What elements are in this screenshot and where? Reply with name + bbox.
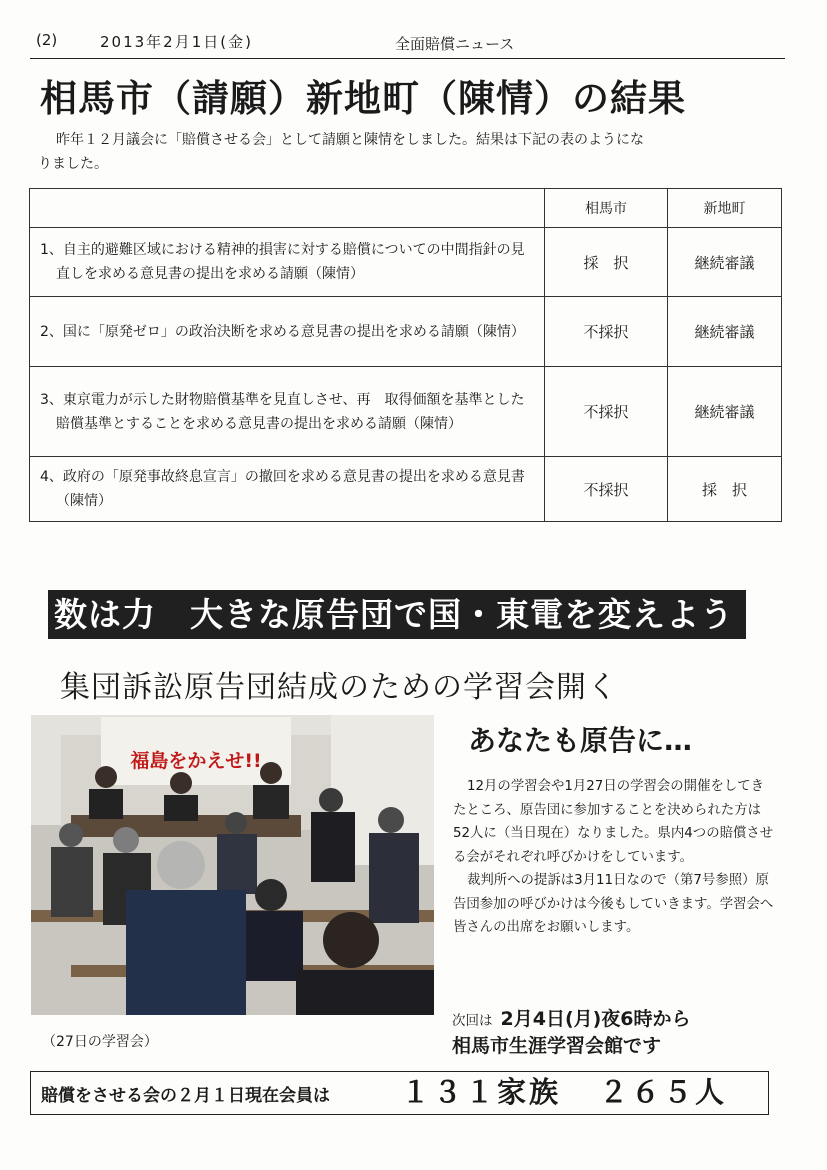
table-header-shinchi: 新地町 (668, 189, 782, 228)
next-meeting-place: 相馬市生涯学習会館です (452, 1035, 662, 1057)
result-shinchi: 採 択 (668, 457, 782, 522)
header-rule (30, 58, 785, 59)
table-row (30, 228, 782, 297)
petition-item: 2、国に「原発ゼロ」の政治決断を求める意見書の提出を求める請願（陳情） (30, 297, 545, 367)
membership-people: ２６５人 (599, 1075, 728, 1109)
sign-text: 福島をかえせ!! (130, 750, 262, 772)
intro-line-2: りました。 (38, 156, 108, 172)
article-intro (38, 128, 778, 176)
result-shinchi: 継続審議 (668, 228, 782, 297)
table-row (30, 367, 782, 457)
body-paragraph-2: 裁判所への提訴は3月11日なので（第7号参照）原告団参加の呼びかけは今後もしていきます。学習会へ皆さんの出席をお願いします。 (453, 873, 774, 935)
petition-item: 3、東京電力が示した財物賠償基準を見直しさせ、再 取得価額を基準とした賠償基準とすることを求める意見書の提出を求める請願（陳情） (30, 367, 545, 457)
membership-label: 賠償をさせる会の２月１日現在会員は (41, 1086, 330, 1106)
newsletter-name: 全面賠償ニュース (395, 35, 515, 53)
table-header-row (30, 189, 782, 228)
table-row (30, 297, 782, 367)
meeting-photo-illustration (31, 715, 434, 1015)
photo-caption: （27日の学習会） (42, 1034, 158, 1050)
result-shinchi: 継続審議 (668, 367, 782, 457)
result-shinchi: 継続審議 (668, 297, 782, 367)
membership-box (30, 1071, 769, 1115)
result-soma: 不採択 (545, 367, 668, 457)
meeting-photo (31, 715, 434, 1015)
result-soma: 採 択 (545, 228, 668, 297)
next-meeting (452, 1004, 772, 1058)
section-heading: あなたも原告に… (468, 724, 693, 757)
membership-families: １３１家族 (401, 1075, 562, 1109)
table-row (30, 457, 782, 522)
article-body (453, 775, 775, 940)
issue-number: (2) (36, 31, 58, 49)
table-header-item (30, 189, 545, 228)
article-subtitle: 集団訴訟原告団結成のための学習会開く (60, 670, 618, 705)
result-soma: 不採択 (545, 297, 668, 367)
result-soma: 不採択 (545, 457, 668, 522)
issue-date: 2013年2月1日(金) (100, 33, 253, 51)
next-meeting-label: 次回は (452, 1013, 493, 1029)
results-table (29, 188, 782, 522)
next-meeting-datetime: 2月4日(月)夜6時から (500, 1008, 691, 1030)
body-paragraph-1: 12月の学習会や1月27日の学習会の開催をしてきたところ、原告団に参加することを決められた方は52人に（当日現在）なりました。県内4つの賠償させる会がそれぞれ呼びかけをしています。 (453, 779, 774, 865)
intro-line-1: 昨年１２月議会に「賠償させる会」として請願と陳情をしました。結果は下記の表のようにな (56, 132, 644, 148)
table-header-soma: 相馬市 (545, 189, 668, 228)
petition-item: 1、自主的避難区域における精神的損害に対する賠償についての中間指針の見直しを求める意見書の提出を求める請願（陳情） (30, 228, 545, 297)
petition-item: 4、政府の「原発事故終息宣言」の撤回を求める意見書の提出を求める意見書（陳情） (30, 457, 545, 522)
article-title: 相馬市（請願）新地町（陳情）の結果 (40, 77, 686, 120)
slogan-banner: 数は力 大きな原告団で国・東電を変えよう (48, 590, 746, 639)
